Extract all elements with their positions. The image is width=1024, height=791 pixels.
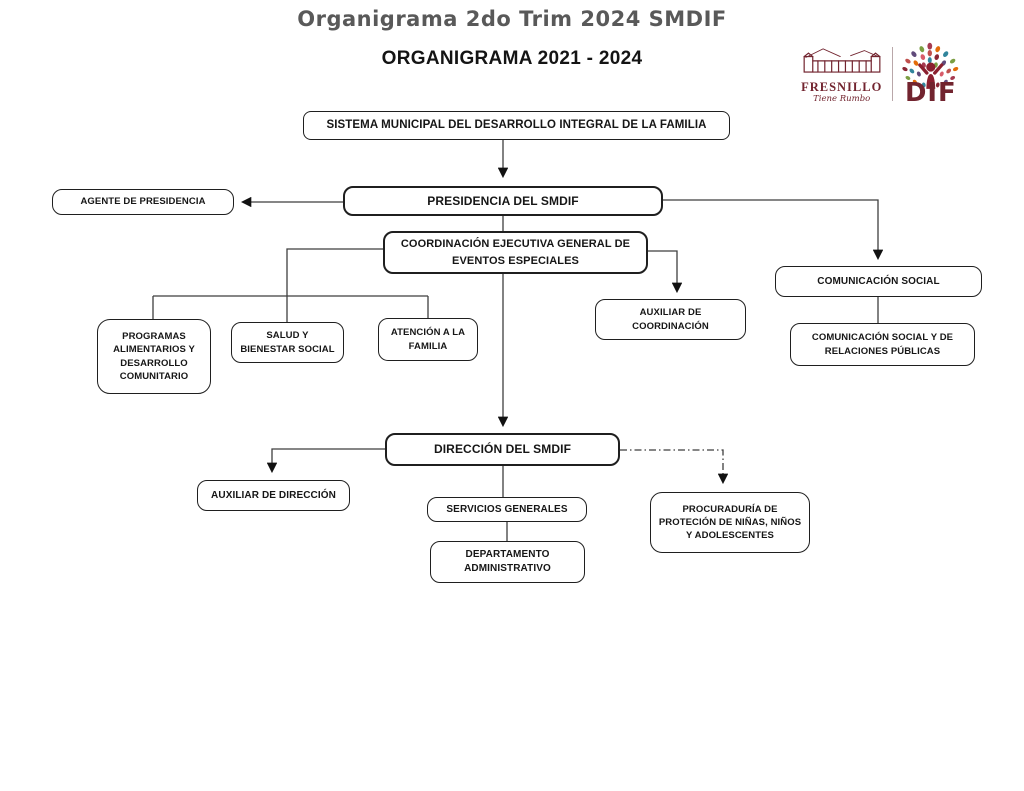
dif-wordmark: DIF [905,77,958,107]
org-node-direccion-label: DIRECCIÓN DEL SMDIF [433,442,572,457]
org-node-departamento-label: DEPARTAMENTO ADMINISTRATIVO [464,549,551,574]
org-node-departamento [430,541,585,583]
connector-presidencia-comunicacion [663,200,878,258]
page-title: Organigrama 2do Trim 2024 SMDIF [297,7,727,31]
fresnillo-tagline: Tiene Rumbo [813,94,871,104]
org-node-auxiliar-direccion-label: AUXILIAR DE DIRECCIÓN [211,489,336,501]
org-node-comunicacion-rp [790,323,975,366]
org-node-atencion-label: ATENCIÓN A LA FAMILIA [390,327,466,352]
org-node-auxiliar-coordinacion [595,299,746,340]
org-node-procuraduria [650,492,810,553]
org-node-sistema-label: SISTEMA MUNICIPAL DEL DESARROLLO INTEGRAL DE LA FAMILIA [326,119,707,132]
org-node-salud [231,322,344,363]
org-node-programas [97,319,211,394]
fresnillo-building-icon [799,45,885,75]
org-node-procuraduria-label: PROCURADURÍA DE PROTECIÓN DE NIÑAS, NIÑOS Y ADOLESCENTES [658,503,802,542]
org-node-comunicacion [775,266,982,297]
org-node-auxiliar-coordinacion-label: AUXILIAR DE COORDINACIÓN [632,307,709,332]
org-node-coordinacion-label: COORDINACIÓN EJECUTIVA GENERAL DE EVENTOS ESPECIALES [400,238,631,267]
connector-direccion-auxiliar [272,449,385,471]
fresnillo-logo [796,45,887,104]
org-node-sistema [303,111,730,140]
org-node-presidencia [343,186,663,216]
connector-coordinacion-auxiliar [648,251,677,291]
org-node-agente-label: AGENTE DE PRESIDENCIA [80,196,206,208]
org-node-programas-label: PROGRAMAS ALIMENTARIOS Y DESARROLLO COMUNITARIO [113,330,195,382]
org-node-atencion [378,318,478,361]
org-node-presidencia-label: PRESIDENCIA DEL SMDIF [427,193,579,208]
page-subtitle: ORGANIGRAMA 2021 - 2024 [381,48,643,69]
org-node-salud-label: SALUD Y BIENESTAR SOCIAL [240,330,335,355]
org-node-servicios-label: SERVICIOS GENERALES [446,503,568,515]
org-node-auxiliar-direccion [197,480,350,511]
org-node-agente [52,189,234,215]
connector-direccion-procuraduria-dashed [620,450,723,482]
org-node-comunicacion-label: COMUNICACIÓN SOCIAL [817,275,940,287]
dif-logo [898,41,964,107]
logo-separator [892,47,893,101]
org-node-comunicacion-rp-label: COMUNICACIÓN SOCIAL Y DE RELACIONES PÚBLICAS [811,332,954,357]
fresnillo-wordmark: FRESNILLO [801,79,883,94]
org-node-direccion [385,433,620,466]
logo-block [796,40,964,108]
connector-coordinacion-bus-stem [287,249,383,296]
org-node-servicios [427,497,587,522]
org-node-coordinacion [383,231,648,274]
